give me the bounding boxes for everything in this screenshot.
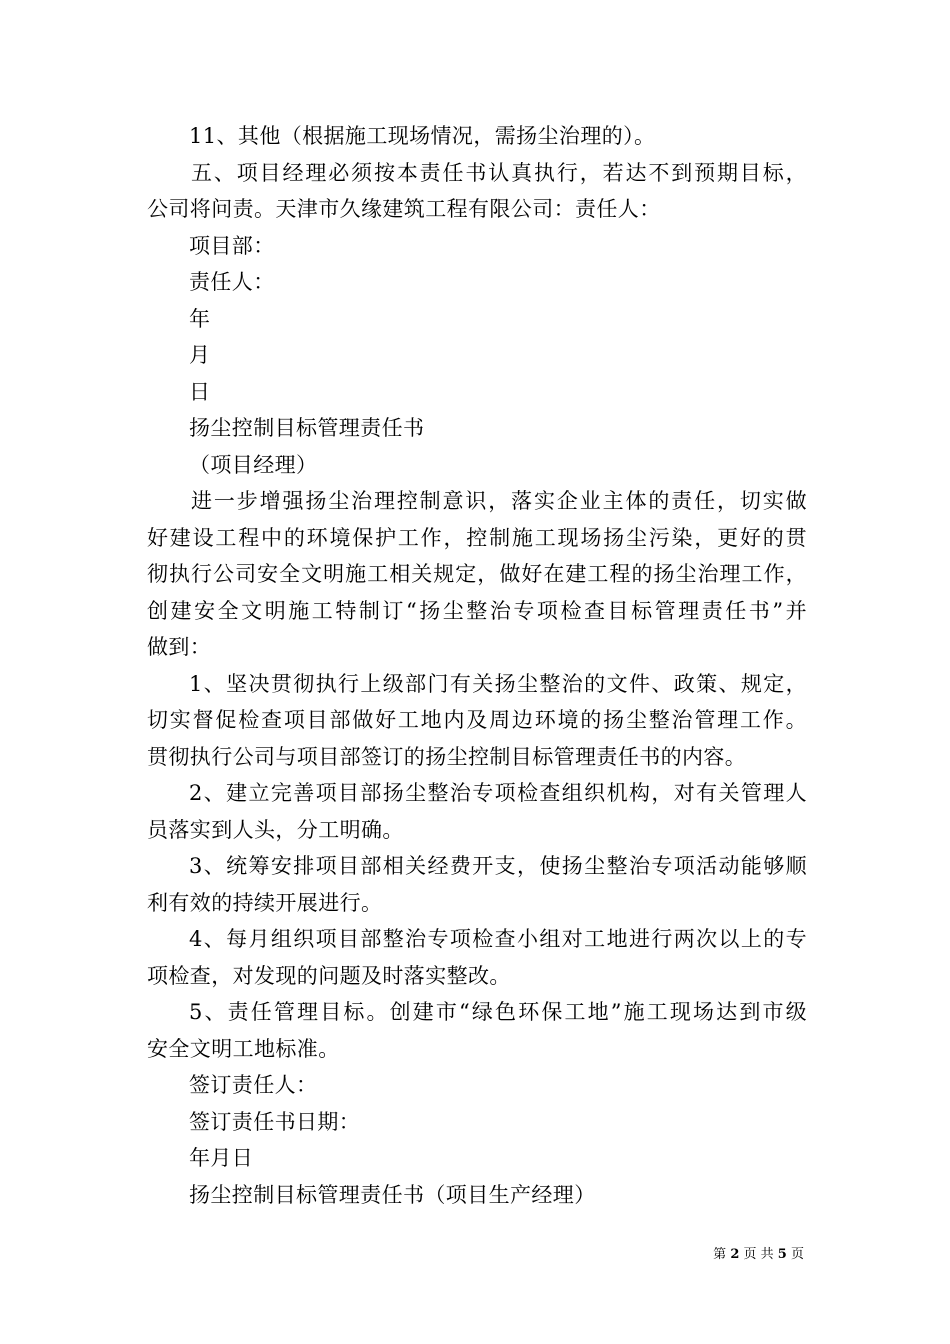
text-line: 项检查，对发现的问题及时落实整改。: [147, 963, 511, 988]
text-line: 利有效的持续开展进行。: [147, 890, 383, 915]
text-line: 年: [189, 306, 211, 331]
page-number-footer: [713, 1247, 804, 1263]
current-page-number: 2: [730, 1247, 740, 1262]
text-line: 日: [189, 379, 211, 404]
section-title: 扬尘控制目标管理责任书: [189, 416, 425, 440]
text-line: 1、坚决贯彻执行上级部门有关扬尘整治的文件、政策、规定，: [189, 671, 807, 696]
text-line: 签订责任人：: [189, 1073, 318, 1097]
text-line: 5、责任管理目标。创建市“绿色环保工地”施工现场达到市级: [189, 1000, 807, 1024]
text-line: 进一步增强扬尘治理控制意识，落实企业主体的责任，切实做: [191, 489, 807, 513]
footer-middle: 页 共: [743, 1247, 774, 1262]
section-subtitle: （项目经理）: [189, 452, 318, 477]
text-line: 创建安全文明施工特制订“扬尘整治专项检查目标管理责任书”并: [147, 598, 807, 623]
section-title: 扬尘控制目标管理责任书（项目生产经理）: [189, 1182, 596, 1207]
text-line: 年月日: [189, 1146, 254, 1170]
text-line: 项目部：: [189, 233, 275, 258]
text-line: 员落实到人头，分工明确。: [147, 817, 404, 842]
text-line: 好建设工程中的环境保护工作，控制施工现场扬尘污染，更好的贯: [147, 525, 807, 550]
document-body: [147, 118, 807, 1213]
text-line: 责任人：: [189, 270, 275, 294]
text-line: 2、建立完善项目部扬尘整治专项检查组织机构，对有关管理人: [189, 781, 807, 805]
text-line: 4、每月组织项目部整治专项检查小组对工地进行两次以上的专: [189, 927, 807, 951]
text-line: 公司将问责。天津市久缘建筑工程有限公司：责任人：: [147, 197, 661, 221]
text-line: 11、其他（根据施工现场情况，需扬尘治理的）。: [189, 124, 656, 148]
text-line: 月: [189, 343, 211, 367]
text-line: 切实督促检查项目部做好工地内及周边环境的扬尘整治管理工作。: [147, 708, 807, 732]
text-line: 3、统筹安排项目部相关经费开支，使扬尘整治专项活动能够顺: [189, 854, 807, 878]
text-line: 签订责任书日期：: [189, 1109, 361, 1134]
text-line: 安全文明工地标准。: [147, 1036, 340, 1061]
text-line: 贯彻执行公司与项目部签订的扬尘控制目标管理责任书的内容。: [147, 744, 747, 769]
total-page-number: 5: [777, 1247, 787, 1262]
footer-prefix: 第: [713, 1247, 727, 1262]
text-line: 彻执行公司安全文明施工相关规定，做好在建工程的扬尘治理工作，: [147, 562, 807, 586]
footer-suffix: 页: [790, 1247, 804, 1262]
text-line: 做到：: [147, 635, 212, 659]
text-line: 五、项目经理必须按本责任书认真执行，若达不到预期目标，: [191, 160, 807, 185]
